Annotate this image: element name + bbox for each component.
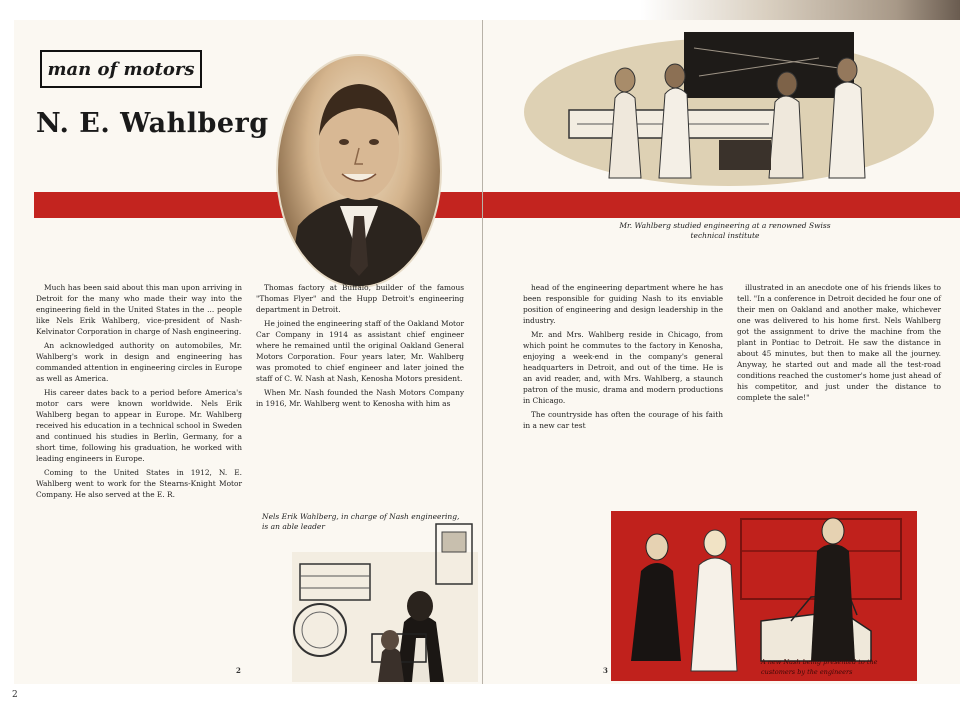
- showroom-illustration: [611, 511, 917, 681]
- page-number-left: 2: [236, 666, 241, 675]
- left-page: [14, 20, 483, 684]
- right-illustration-caption: Mr. Wahlberg studied engineering at a renowned Swiss technical institute: [619, 221, 831, 240]
- paragraph: When Mr. Nash founded the Nash Motors Company in 1916, Mr. Wahlberg went to Kenosha with him as: [256, 388, 464, 408]
- paragraph: Coming to the United States in 1912, N. E. Wahlberg went to work for the Stearns-Knight Motor Company. He also served at the E. R.: [36, 468, 242, 499]
- showroom-illustration-panel: [611, 511, 917, 681]
- red-rule-right: [483, 192, 960, 218]
- right-column-2: [737, 282, 941, 406]
- corner-mark: 2: [12, 690, 18, 700]
- paragraph: Much has been said about this man upon arriving in Detroit for the many who made their way into the engineering field in the United States in the ... people like Nels Erik Wahlberg, vice-president of Nash-Kelvinator Corporation in charge of Nash engineering.: [36, 283, 242, 336]
- paragraph: An acknowledged authority on automobiles, Mr. Wahlberg's work in design and engineering has commanded attention in engineering circles in Europe as well as America.: [36, 341, 242, 383]
- paragraph: illustrated in an anecdote one of his friends likes to tell. "In a conference in Detroit decided he four one of their men on Oakland and another make, whichever one was delivered to his home first. Nels Wahlberg got the assignment to drive the machine from the plant in Pontiac to Detroit. He saw the distance in about 45 minutes, but then to make all the journey. Anyway, he started out and made all the test-road conditions reached the customer's home just ahead of his competitor, and just under the distance to complete the sale!": [737, 283, 941, 402]
- paragraph: His career dates back to a period before America's motor cars were known worldwide. Nels Erik Wahlberg began to appear in Europe. Mr. Wahlberg received his education in a technical school in Sweden and continued his studies in Berlin, Germany, for a short time, following his graduation, he worked with leading engineers in Europe.: [36, 388, 242, 463]
- showroom-caption: A new Nash being presented to the customers by the engineers: [761, 658, 878, 676]
- page-number-right: 3: [603, 666, 608, 675]
- article-title: N. E. Wahlberg: [36, 108, 269, 139]
- section-label-box: [40, 50, 202, 88]
- right-column-1: [523, 282, 723, 434]
- left-column-2: [256, 282, 464, 412]
- paragraph: The countryside has often the courage of his faith in a new car test: [523, 410, 723, 430]
- workshop-illustration: [519, 28, 939, 188]
- left-column-1: [36, 282, 242, 503]
- paragraph: Mr. and Mrs. Wahlberg reside in Chicago, from which point he commutes to the factory in Kenosha, enjoying a week-end in the company's general headquarters in Detroit, and out of the time. He is an avid reader, and, with Mrs. Wahlberg, a staunch patron of the music, drama and modern productions in Chicago.: [523, 330, 723, 405]
- portrait-photo: [276, 54, 442, 288]
- paragraph: head of the engineering department where he has been responsible for guiding Nash to its enviable position of engineering and design leadership in the industry.: [523, 283, 723, 325]
- page-edge-shadow: [640, 0, 960, 20]
- office-illustration: [286, 514, 482, 684]
- left-illustration-caption: Nels Erik Wahlberg, in charge of Nash engineering, is an able leader: [262, 512, 460, 531]
- paragraph: He joined the engineering staff of the Oakland Motor Car Company in 1914 as assistant chief engineer where he remained until the original Oakland General Motors Corporation. Four years later, Mr. Wahlberg was promoted to chief engineer and later joined the staff of C. W. Nash at Nash, Kenosha Motors president.: [256, 319, 464, 383]
- portrait-illustration: [278, 56, 440, 286]
- paragraph: Thomas factory at Buffalo, builder of the famous "Thomas Flyer" and the Hupp Detroit's engineering department in Detroit.: [256, 283, 464, 314]
- section-label: man of motors: [47, 58, 195, 80]
